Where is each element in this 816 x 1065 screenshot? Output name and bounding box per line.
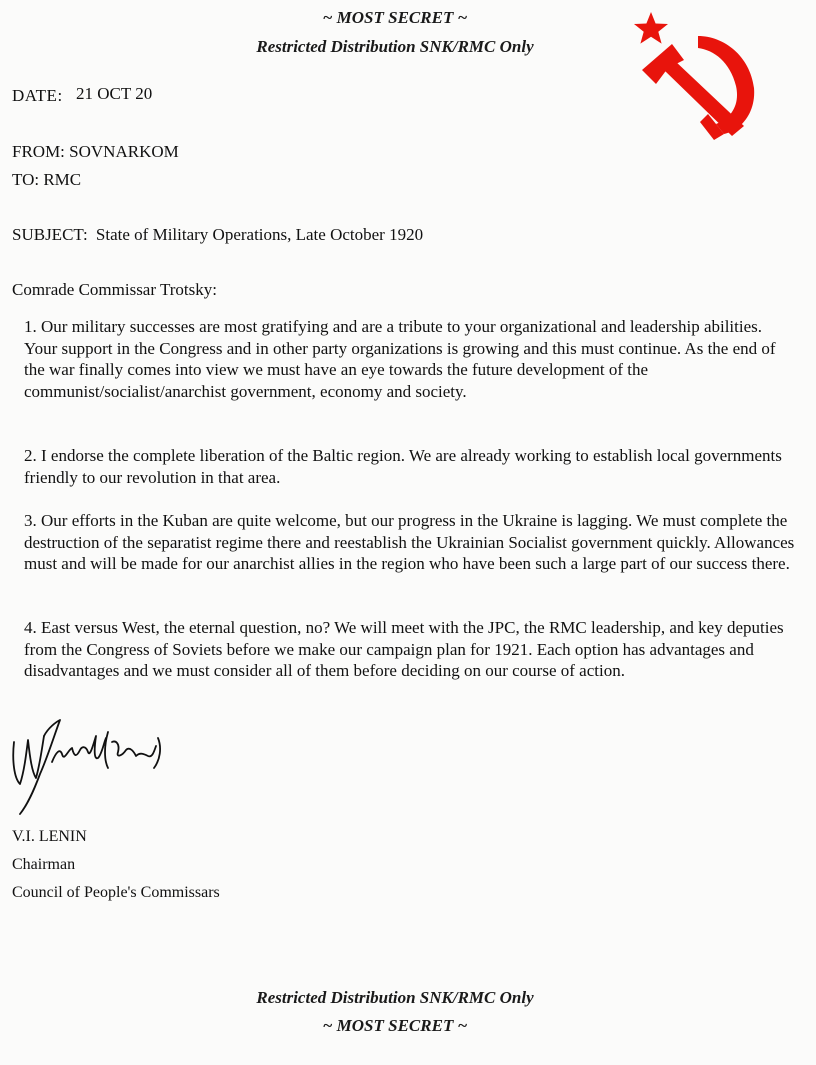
- subject-field: [12, 225, 423, 245]
- signature-icon: [8, 712, 168, 822]
- salutation: Comrade Commissar Trotsky:: [12, 280, 217, 299]
- star-icon: [634, 12, 668, 44]
- from-field: [12, 142, 179, 162]
- hammer-sickle-star-icon: [628, 8, 758, 140]
- date-value: 21 OCT 20: [76, 84, 153, 103]
- footer-classification: ~ MOST SECRET ~: [322, 1016, 468, 1035]
- paragraph-2: 2. I endorse the complete liberation of the Baltic region. We are already working to establish local governments friendly to our revolution in that area.: [24, 446, 782, 487]
- paragraph-3: 3. Our efforts in the Kuban are quite welcome, but our progress in the Ukraine is lagging. We must complete the destruction of the separatist regime there and reestablish the Ukrainian Socialist government quickly. Allowances must and will be made for our anarchist allies in the region who have been such a large part of our success there.: [24, 511, 795, 573]
- header-classification: ~ MOST SECRET ~: [322, 8, 468, 27]
- signatory-org: Council of People's Commissars: [12, 884, 220, 901]
- paragraph-4: 4. East versus West, the eternal question, no? We will meet with the JPC, the RMC leadership, and key deputies from the Congress of Soviets before we make our campaign plan for 1921. Each option has advantages and disadvantages and we must consider all of them before deciding on our course of action.: [24, 618, 784, 680]
- date-field: [12, 84, 153, 106]
- date-label: DATE:: [12, 86, 63, 105]
- to-value: RMC: [43, 170, 82, 189]
- to-label: TO:: [12, 170, 40, 189]
- footer-distribution: Restricted Distribution SNK/RMC Only: [256, 988, 534, 1007]
- to-field: [12, 170, 81, 190]
- subject-label: SUBJECT:: [12, 225, 88, 244]
- from-value: SOVNARKOM: [69, 142, 179, 161]
- signatory-title: Chairman: [12, 856, 76, 873]
- signature-block: [12, 823, 220, 907]
- paragraph-1: 1. Our military successes are most gratifying and are a tribute to your organizational and leadership abilities. Your support in the Congress and in other party organizations is growing and this must continue. As the end of the war finally comes into view we must have an eye towards the future development of the communist/socialist/anarchist government, economy and society.: [24, 317, 776, 401]
- subject-value: State of Military Operations, Late October 1920: [95, 225, 424, 244]
- signatory-name: V.I. LENIN: [12, 828, 87, 845]
- header-distribution: Restricted Distribution SNK/RMC Only: [256, 37, 534, 56]
- from-label: FROM:: [12, 142, 65, 161]
